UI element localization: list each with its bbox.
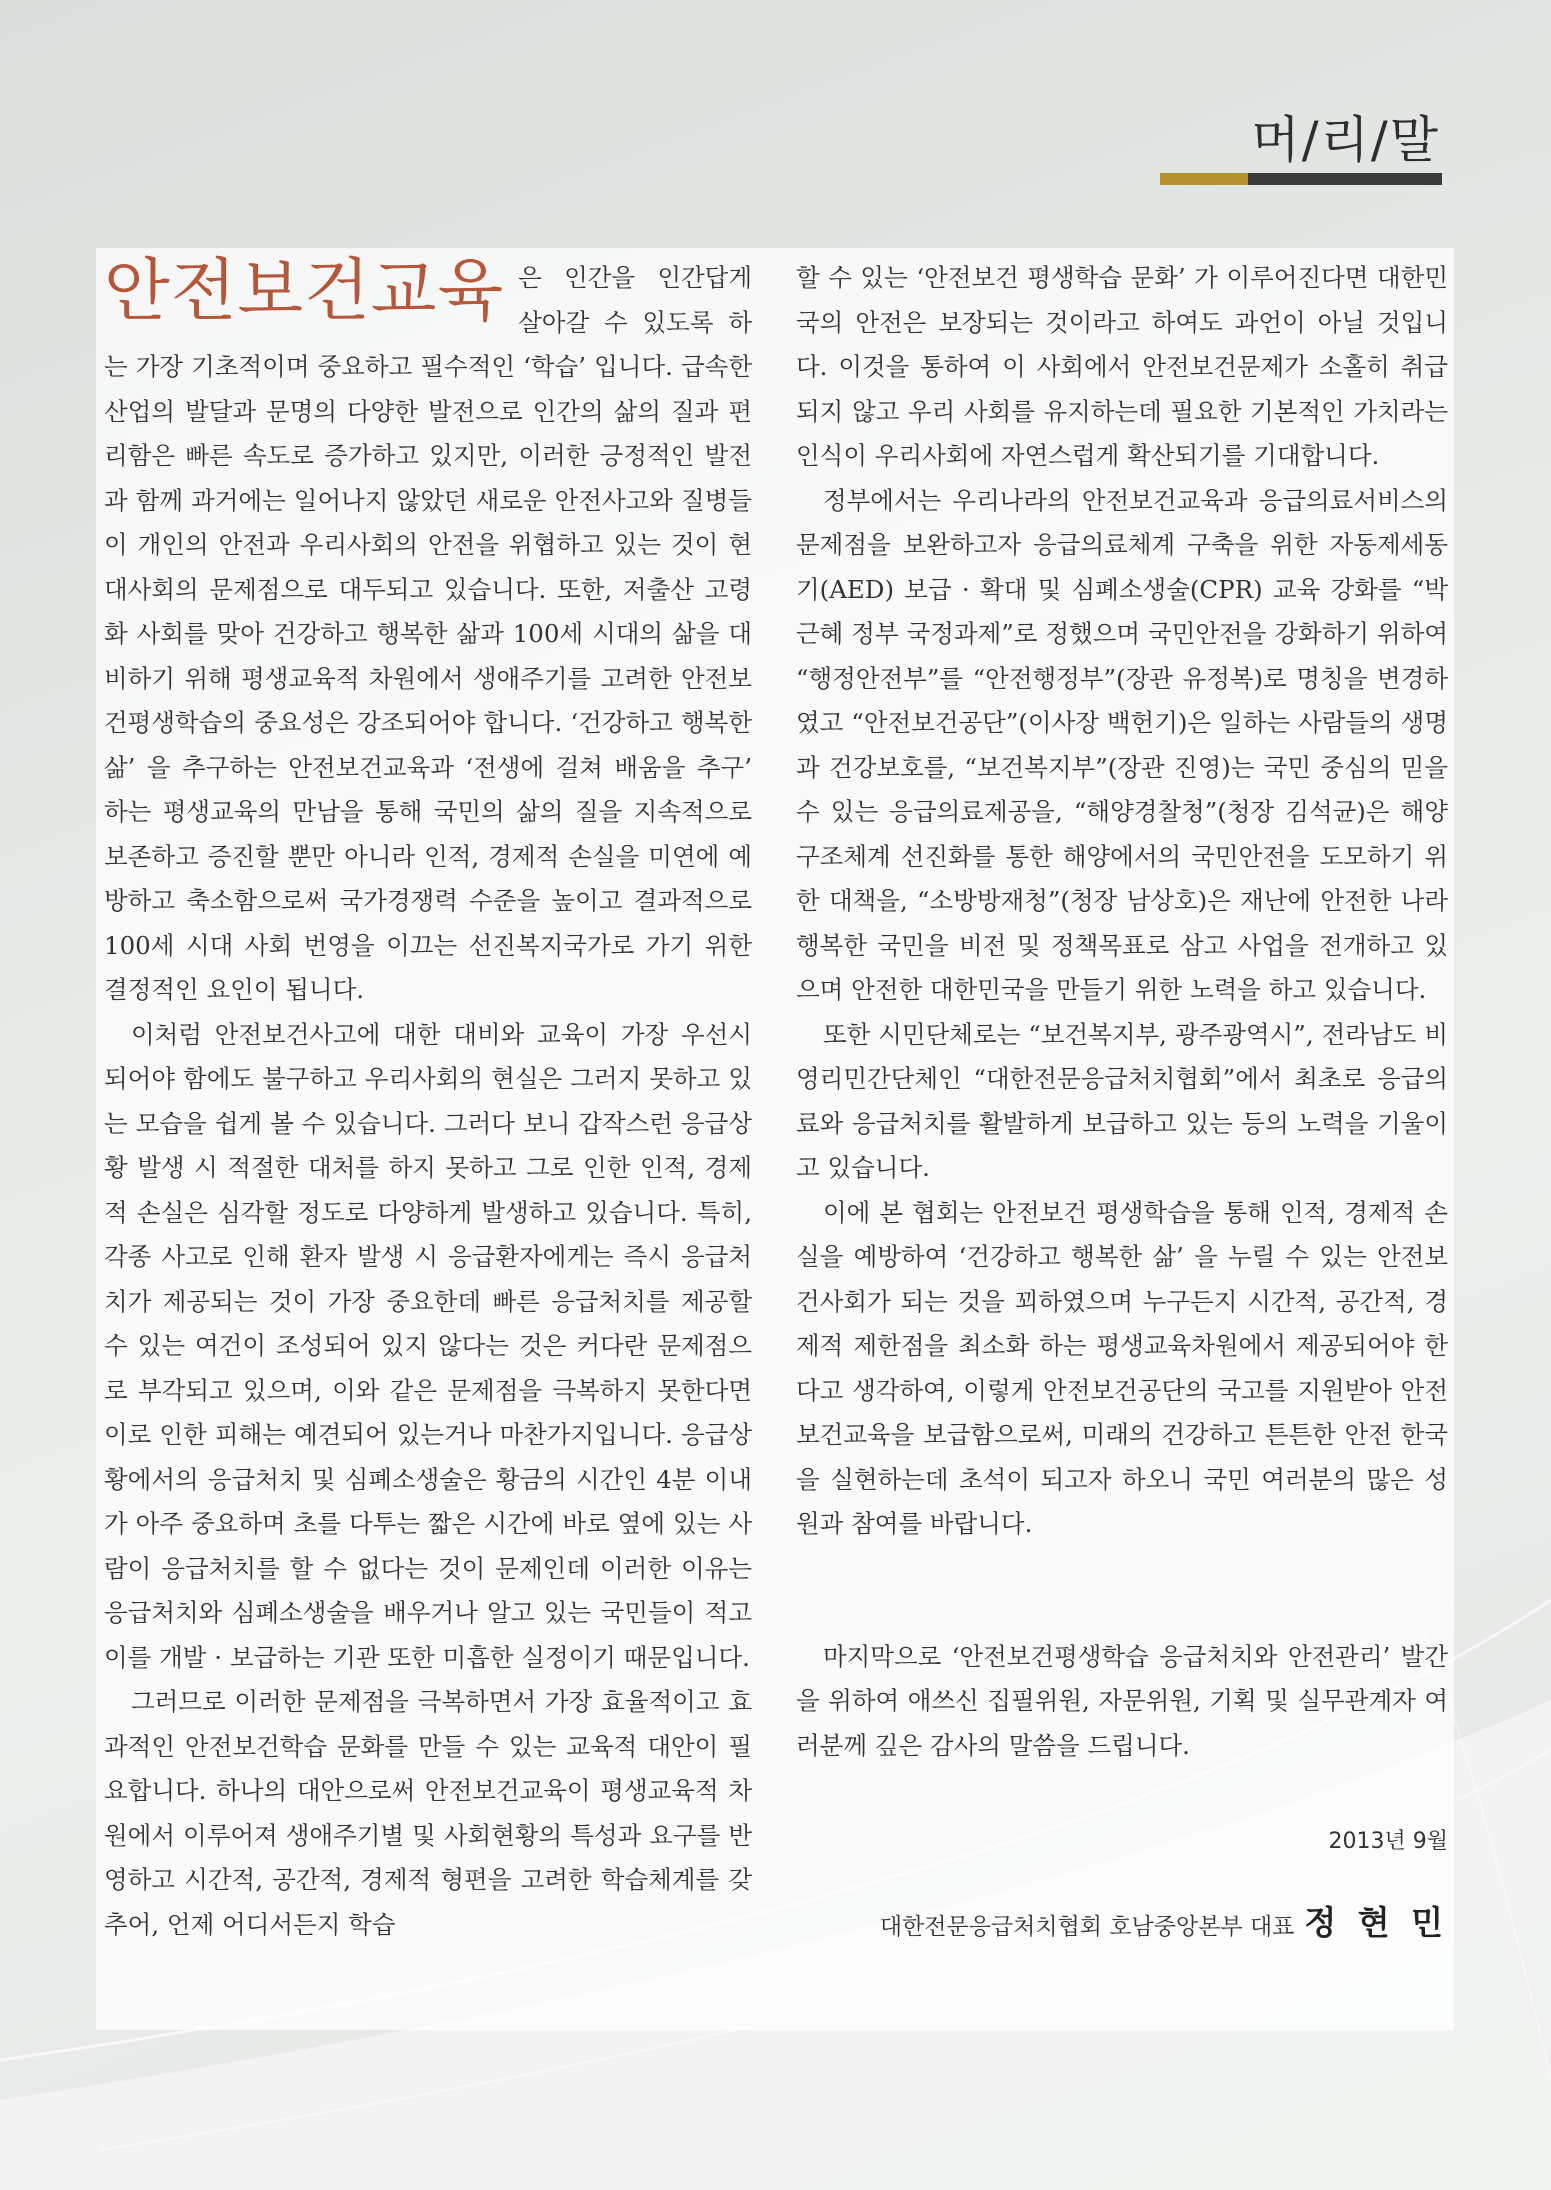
paragraph-intro-text: 은 인간을 인간답게 살아갈 수 있도록 하는 가장 기초적이며 중요하고 필수적인 ‘학습’ 입니다. 급속한 산업의 발달과 문명의 다양한 발전으로 인간의 삶의 질과 편리함은 빠른 속도로 증가하고 있지만, 이러한 긍정적인 발전과 함께 과거에는 일어나지 않았던 새로운 안전사고와 질병들이 개인의 안전과 우리사회의 안전을 위협하고 있는 것이 현대사회의 문제점으로 대두되고 있습니다. 또한, 저출산 고령화 사회를 맞아 건강하고 행복한 삶과 100세 시대의 삶을 대비하기 위해 평생교육적 차원에서 생애주기를 고려한 안전보건평생학습의 중요성은 강조되어야 합니다. ‘건강하고 행복한 삶’ 을 추구하는 안전보건교육과 ‘전생에 걸쳐 배움을 추구’ 하는 평생교육의 만남을 통해 국민의 삶의 질을 지속적으로 보존하고 증진할 뿐만 아니라 인적, 경제적 손실을 미연에 예방하고 축소함으로써 국가경쟁력 수준을 높이고 결과적으로 100세 시대 사회 번영을 이끄는 선진복지국가로 가기 위한 결정적인 요인이 됩니다.: [104, 263, 752, 1004]
right-column: [796, 256, 1448, 1949]
paragraph-government: 정부에서는 우리나라의 안전보건교육과 응급의료서비스의 문제점을 보완하고자 응급의료체계 구축을 위한 자동제세동기(AED) 보급 · 확대 및 심폐소생술(CPR) 교육 강화를 “박근혜 정부 국정과제”로 정했으며 국민안전을 강화하기 위하여 “행정안전부”를 “안전행정부”(장관 유정복)로 명칭을 변경하였고 “안전보건공단”(이사장 백헌기)은 일하는 사람들의 생명과 건강보호를, “보건복지부”(장관 진영)는 국민 중심의 믿을 수 있는 응급의료제공을, “해양경찰청”(청장 김석균)은 해양구조체계 선진화를 통한 해양에서의 국민안전을 도모하기 위한 대책을, “소방방재청”(청장 남상호)은 재난에 안전한 나라 행복한 국민을 비전 및 정책목표로 삼고 사업을 전개하고 있으며 안전한 대한민국을 만들기 위한 노력을 하고 있습니다.: [796, 485, 1448, 1004]
section-title: 머/리/말: [1251, 111, 1440, 169]
spacer: [796, 1547, 1448, 1635]
left-column: [104, 252, 752, 1947]
paragraph-association: 이에 본 협회는 안전보건 평생학습을 통해 인적, 경제적 손실을 예방하여 ‘건강하고 행복한 삶’ 을 누릴 수 있는 안전보건사회가 되는 것을 꾀하였으며 누구든지 시간적, 공간적, 경제적 제한점을 최소화 하는 평생교육차원에서 제공되어야 한다고 생각하여, 이렇게 안전보건공단의 국고를 지원받아 안전보건교육을 보급함으로써, 미래의 건강하고 튼튼한 안전 한국을 실현하는데 초석이 되고자 하오니 국민 여러분의 많은 성원과 참여를 바랍니다.: [796, 1197, 1448, 1538]
paragraph-civic: 또한 시민단체로는 “보건복지부, 광주광역시”, 전라남도 비영리민간단체인 “대한전문응급처치협회”에서 최초로 응급의료와 응급처치를 활발하게 보급하고 있는 등의 노력을 기울이고 있습니다.: [796, 1019, 1448, 1182]
paragraph-solution: 그러므로 이러한 문제점을 극복하면서 가장 효율적이고 효과적인 안전보건학습 문화를 만들 수 있는 교육적 대안이 필요합니다. 하나의 대안으로써 안전보건교육이 평생교육적 차원에서 이루어져 생애주기별 및 사회현황의 특성과 요구를 반영하고 시간적, 공간적, 경제적 형편을 고려한 학습체계를 갖추어, 언제 어디서든지 학습: [104, 1687, 752, 1939]
title-underline: [1160, 173, 1442, 185]
underline-dark-segment: [1248, 173, 1442, 185]
dropcap-heading: 안전보건교육: [104, 252, 505, 331]
signer-name: 정 현 민: [1304, 1902, 1448, 1942]
signature-organization: 대한전문응급처치협회 호남중앙본부 대표: [879, 1913, 1295, 1940]
paragraph-continued: 할 수 있는 ‘안전보건 평생학습 문화’ 가 이루어진다면 대한민국의 안전은 보장되는 것이라고 하여도 과언이 아닐 것입니다. 이것을 통하여 이 사회에서 안전보건문제가 소홀히 취급되지 않고 우리 사회를 유지하는데 필요한 기본적인 가치라는 인식이 우리사회에 자연스럽게 확산되기를 기대합니다.: [796, 263, 1448, 470]
date: 2013년 9월: [1328, 1829, 1448, 1854]
paragraph-closing: 마지막으로 ‘안전보건평생학습 응급처치와 안전관리’ 발간을 위하여 애쓰신 집필위원, 자문위원, 기획 및 실무관계자 여러분께 깊은 감사의 말씀을 드립니다.: [796, 1641, 1448, 1760]
paragraph-problem: 이처럼 안전보건사고에 대한 대비와 교육이 가장 우선시 되어야 함에도 불구하고 우리사회의 현실은 그러지 못하고 있는 모습을 쉽게 볼 수 있습니다. 그러다 보니 갑작스런 응급상황 발생 시 적절한 대처를 하지 못하고 그로 인한 인적, 경제적 손실은 심각할 정도로 다양하게 발생하고 있습니다. 특히, 각종 사고로 인해 환자 발생 시 응급환자에게는 즉시 응급처치가 제공되는 것이 가장 중요한데 빠른 응급처치를 제공할 수 있는 여건이 조성되어 있지 않다는 것은 커다란 문제점으로 부각되고 있으며, 이와 같은 문제점을 극복하지 못한다면 이로 인한 피해는 예견되어 있는거나 마찬가지입니다. 응급상황에서의 응급처치 및 심폐소생술은 황금의 시간인 4분 이내가 아주 중요하며 초를 다투는 짧은 시간에 바로 옆에 있는 사람이 응급처치를 할 수 없다는 것이 문제인데 이러한 이유는 응급처치와 심폐소생술을 배우거나 알고 있는 국민들이 적고 이를 개발 · 보급하는 기관 또한 미흡한 실정이기 때문입니다.: [104, 1019, 752, 1672]
underline-gold-segment: [1160, 173, 1248, 185]
paragraph-intro: [104, 252, 752, 1013]
signature: [796, 1901, 1448, 1950]
